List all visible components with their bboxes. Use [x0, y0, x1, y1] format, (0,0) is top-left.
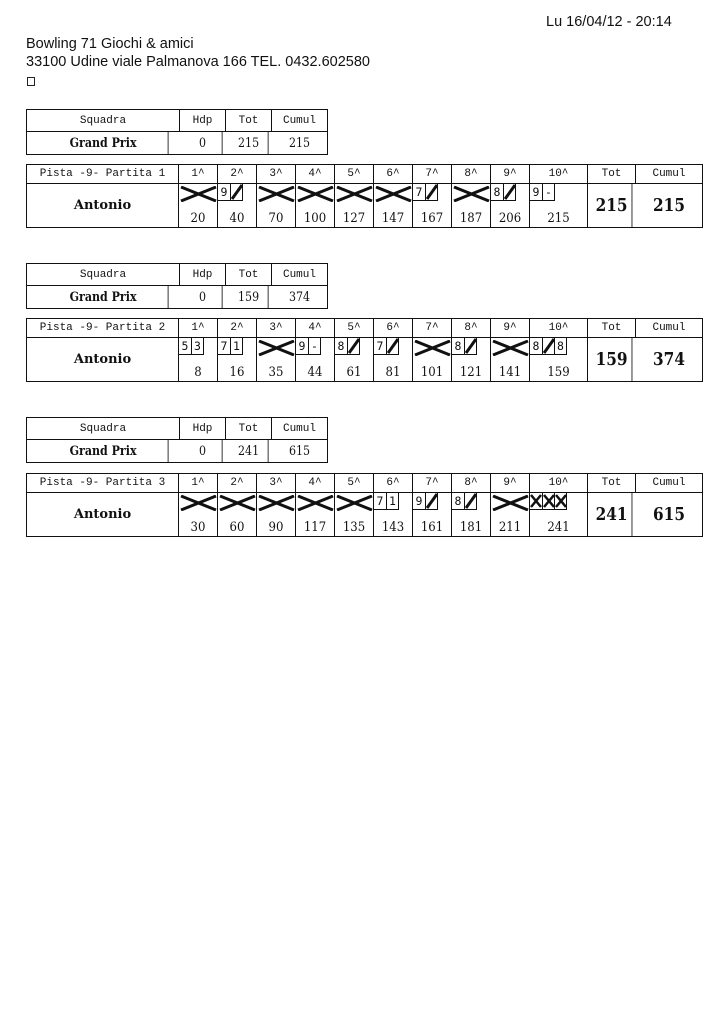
frame-header-2: 2^ — [218, 165, 257, 184]
frame-9 — [491, 338, 530, 381]
frame-7 — [413, 184, 452, 227]
frame-8 — [452, 184, 491, 227]
strike-mark — [258, 495, 295, 511]
roll-1: 9 — [530, 184, 543, 201]
spare-mark — [387, 338, 398, 354]
team-tot: 215 — [229, 132, 268, 154]
roll-2 — [464, 338, 477, 355]
print-datetime: Lu 16/04/12 - 20:14 — [546, 14, 672, 30]
strike-mark — [297, 186, 334, 202]
frame-score: 100 — [303, 211, 327, 226]
roll-1: 8 — [452, 338, 465, 355]
frame-rolls — [491, 184, 529, 203]
frame-header-5: 5^ — [335, 165, 374, 184]
frame-score: 211 — [498, 520, 522, 535]
frame-5 — [335, 338, 374, 381]
lane-title: Pista -9- Partita 2 — [27, 319, 179, 338]
spare-mark — [426, 184, 437, 200]
frame-rolls — [179, 338, 217, 357]
team-name: Grand Prix — [38, 286, 168, 308]
cumul-header: Cumul — [272, 264, 327, 286]
frame-rolls — [374, 338, 412, 357]
frame-score: 143 — [381, 520, 405, 535]
cumul-header: Cumul — [272, 110, 327, 132]
frame-3 — [257, 184, 296, 227]
frame-5 — [335, 184, 374, 227]
game-cumulative: 374 — [653, 349, 685, 370]
game-cumulative: 215 — [653, 195, 685, 216]
frame-score: 187 — [459, 211, 483, 226]
roll-1: 8 — [530, 338, 543, 355]
roll-1: 8 — [491, 184, 504, 201]
frame-7 — [413, 338, 452, 381]
roll-2: 3 — [191, 338, 204, 355]
frame-header-1: 1^ — [179, 474, 218, 493]
strike-mark — [555, 494, 566, 508]
strike-mark — [543, 494, 554, 508]
frame-3 — [257, 338, 296, 381]
frame-5 — [335, 493, 374, 536]
frame-header-4: 4^ — [296, 474, 335, 493]
hdp-header: Hdp — [180, 418, 226, 440]
frame-10 — [530, 338, 588, 381]
spare-mark — [231, 184, 242, 200]
team-hdp: 0 — [183, 440, 222, 462]
frame-score: 40 — [229, 211, 245, 226]
team-tot: 241 — [229, 440, 268, 462]
frame-score: 181 — [459, 520, 483, 535]
cumul-header: Cumul — [272, 418, 327, 440]
strike-mark — [414, 340, 451, 356]
team-summary-table — [26, 109, 328, 155]
frame-score: 141 — [498, 365, 522, 380]
frame-header-10: 10^ — [530, 319, 588, 338]
frame-score: 16 — [229, 365, 245, 380]
frame-score: 90 — [268, 520, 284, 535]
frame-header-6: 6^ — [374, 474, 413, 493]
tot-header: Tot — [588, 165, 636, 184]
roll-1: 7 — [374, 338, 387, 355]
hdp-header: Hdp — [180, 110, 226, 132]
frame-rolls — [413, 493, 451, 512]
strike-mark — [297, 495, 334, 511]
frame-rolls — [335, 338, 373, 357]
frame-score: 135 — [342, 520, 366, 535]
team-hdp: 0 — [183, 132, 222, 154]
strike-mark — [492, 495, 529, 511]
frame-header-2: 2^ — [218, 319, 257, 338]
team-hdp: 0 — [183, 286, 222, 308]
frame-header-10: 10^ — [530, 474, 588, 493]
frame-rolls — [530, 184, 587, 203]
roll-2 — [347, 338, 360, 355]
frame-header-5: 5^ — [335, 474, 374, 493]
frame-9 — [491, 184, 530, 227]
strike-mark — [258, 186, 295, 202]
roll-2 — [503, 184, 516, 201]
frame-4 — [296, 493, 335, 536]
roll-2: 1 — [230, 338, 243, 355]
player-name: Antonio — [27, 338, 179, 381]
strike-mark — [258, 340, 295, 356]
frame-score: 241 — [547, 520, 570, 535]
frame-2 — [218, 338, 257, 381]
frame-1 — [179, 338, 218, 381]
frame-score: 206 — [498, 211, 522, 226]
frame-rolls — [218, 338, 256, 357]
team-cumul: 615 — [288, 443, 311, 459]
roll-1: 8 — [452, 493, 465, 510]
lane-title: Pista -9- Partita 1 — [27, 165, 179, 184]
frame-header-9: 9^ — [491, 319, 530, 338]
game-total: 215 — [592, 184, 633, 227]
roll-1: 5 — [179, 338, 192, 355]
frame-rolls — [530, 493, 587, 512]
frame-score: 159 — [547, 365, 570, 380]
frame-score: 35 — [268, 365, 284, 380]
venue-address: 33100 Udine viale Palmanova 166 TEL. 0432.602580 — [26, 54, 370, 70]
game-table — [26, 473, 703, 537]
roll-2 — [425, 184, 438, 201]
frame-rolls — [413, 184, 451, 203]
frame-score: 127 — [342, 211, 366, 226]
tot-header: Tot — [226, 418, 272, 440]
spare-mark — [465, 338, 476, 354]
frame-header-6: 6^ — [374, 165, 413, 184]
frame-header-9: 9^ — [491, 474, 530, 493]
frame-header-3: 3^ — [257, 319, 296, 338]
frame-score: 61 — [346, 365, 362, 380]
frame-2 — [218, 493, 257, 536]
frame-header-4: 4^ — [296, 319, 335, 338]
frame-header-8: 8^ — [452, 474, 491, 493]
game-table — [26, 164, 703, 228]
frame-rolls — [530, 338, 587, 357]
frame-score: 121 — [459, 365, 483, 380]
frame-score: 20 — [190, 211, 206, 226]
team-cumul: 374 — [288, 289, 311, 305]
frame-9 — [491, 493, 530, 536]
strike-mark — [336, 495, 373, 511]
strike-mark — [180, 186, 217, 202]
checkbox[interactable] — [27, 77, 35, 86]
frame-score: 70 — [268, 211, 284, 226]
frame-6 — [374, 184, 413, 227]
roll-2: - — [308, 338, 321, 355]
frame-score: 161 — [420, 520, 444, 535]
player-name: Antonio — [27, 493, 179, 536]
frame-6 — [374, 493, 413, 536]
frame-10 — [530, 493, 588, 536]
team-name: Grand Prix — [38, 440, 168, 462]
roll-2 — [386, 338, 399, 355]
tot-header: Tot — [588, 474, 636, 493]
frame-score: 81 — [385, 365, 401, 380]
game-table — [26, 318, 703, 382]
spare-mark — [504, 184, 515, 200]
frame-header-4: 4^ — [296, 165, 335, 184]
spare-mark — [348, 338, 359, 354]
spare-mark — [465, 493, 476, 509]
lane-title: Pista -9- Partita 3 — [27, 474, 179, 493]
frame-header-6: 6^ — [374, 319, 413, 338]
frame-rolls — [296, 338, 334, 357]
cumul-header: Cumul — [636, 319, 702, 338]
game-total: 159 — [592, 338, 633, 381]
frame-score: 147 — [381, 211, 405, 226]
roll-2: - — [542, 184, 555, 201]
team-cumul: 215 — [288, 135, 311, 151]
frame-10 — [530, 184, 588, 227]
frame-header-5: 5^ — [335, 319, 374, 338]
strike-mark — [492, 340, 529, 356]
tot-header: Tot — [226, 110, 272, 132]
roll-2 — [464, 493, 477, 510]
frame-header-2: 2^ — [218, 474, 257, 493]
frame-1 — [179, 493, 218, 536]
hdp-header: Hdp — [180, 264, 226, 286]
frame-8 — [452, 338, 491, 381]
frame-4 — [296, 338, 335, 381]
team-col-header: Squadra — [27, 264, 180, 286]
frame-2 — [218, 184, 257, 227]
roll-2 — [425, 493, 438, 510]
team-col-header: Squadra — [27, 418, 180, 440]
roll-1: 7 — [413, 184, 426, 201]
team-name: Grand Prix — [38, 132, 168, 154]
team-summary-table — [26, 417, 328, 463]
roll-1: 7 — [374, 493, 387, 510]
roll-2 — [230, 184, 243, 201]
game-total: 241 — [592, 493, 633, 536]
spare-mark — [543, 338, 554, 354]
frame-rolls — [452, 338, 490, 357]
tot-header: Tot — [588, 319, 636, 338]
strike-mark — [336, 186, 373, 202]
team-col-header: Squadra — [27, 110, 180, 132]
frame-score: 8 — [194, 365, 202, 380]
strike-mark — [375, 186, 412, 202]
frame-score: 44 — [307, 365, 323, 380]
frame-score: 60 — [229, 520, 245, 535]
frame-header-7: 7^ — [413, 319, 452, 338]
frame-score: 167 — [420, 211, 444, 226]
roll-1: 8 — [335, 338, 348, 355]
frame-score: 117 — [303, 520, 327, 535]
frame-8 — [452, 493, 491, 536]
tot-header: Tot — [226, 264, 272, 286]
spare-mark — [426, 493, 437, 509]
strike-mark — [453, 186, 490, 202]
frame-rolls — [452, 493, 490, 512]
frame-7 — [413, 493, 452, 536]
roll-1: 9 — [413, 493, 426, 510]
frame-rolls — [374, 493, 412, 512]
strike-mark — [219, 495, 256, 511]
frame-header-7: 7^ — [413, 165, 452, 184]
frame-header-1: 1^ — [179, 319, 218, 338]
roll-2: 1 — [386, 493, 399, 510]
frame-6 — [374, 338, 413, 381]
player-name: Antonio — [27, 184, 179, 227]
frame-score: 215 — [547, 211, 570, 226]
strike-mark — [180, 495, 217, 511]
frame-3 — [257, 493, 296, 536]
strike-mark — [530, 494, 542, 508]
frame-score: 30 — [190, 520, 206, 535]
frame-header-3: 3^ — [257, 165, 296, 184]
venue-info — [26, 35, 370, 71]
venue-name: Bowling 71 Giochi & amici — [26, 36, 194, 52]
roll-3 — [554, 493, 567, 510]
roll-1: 9 — [296, 338, 309, 355]
frame-header-1: 1^ — [179, 165, 218, 184]
roll-1: 7 — [218, 338, 231, 355]
frame-header-3: 3^ — [257, 474, 296, 493]
cumul-header: Cumul — [636, 474, 702, 493]
frame-header-10: 10^ — [530, 165, 588, 184]
frame-header-8: 8^ — [452, 319, 491, 338]
frame-4 — [296, 184, 335, 227]
frame-header-8: 8^ — [452, 165, 491, 184]
frame-1 — [179, 184, 218, 227]
frame-header-9: 9^ — [491, 165, 530, 184]
roll-3: 8 — [554, 338, 567, 355]
frame-score: 101 — [420, 365, 444, 380]
game-cumulative: 615 — [653, 504, 685, 525]
team-tot: 159 — [229, 286, 268, 308]
roll-1: 9 — [218, 184, 231, 201]
cumul-header: Cumul — [636, 165, 702, 184]
frame-header-7: 7^ — [413, 474, 452, 493]
team-summary-table — [26, 263, 328, 309]
frame-rolls — [218, 184, 256, 203]
